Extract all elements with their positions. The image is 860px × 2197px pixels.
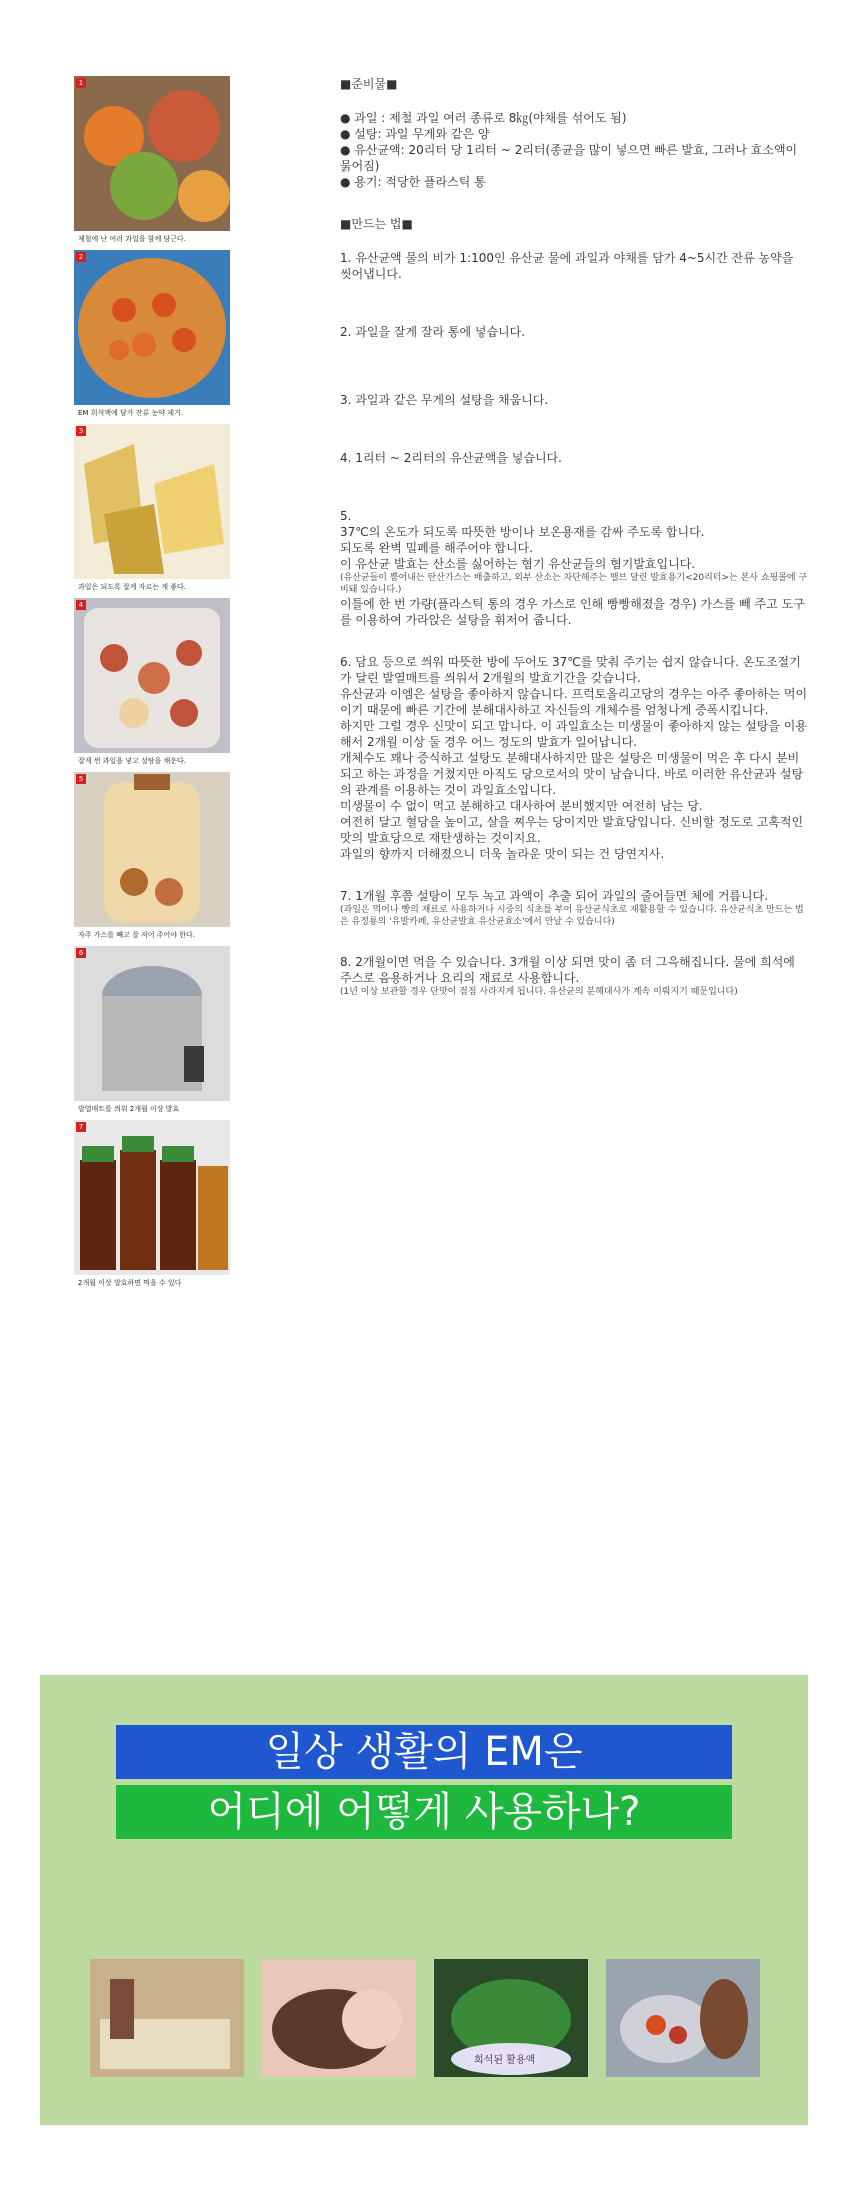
step-5-number: 5. [340, 509, 352, 523]
photo-caption: 발열매트를 씌워 2개월 이상 발효 [78, 1105, 180, 1113]
step-5-text: 37℃의 온도가 되도록 따뜻한 방이나 보온용재를 감싸 주도록 합니다. [340, 525, 705, 539]
step-5-note: (유산균들이 뿜어내는 탄산가스는 배출하고, 외부 산소는 차단해주는 밸브 달린 발효용기<20리터>는 본사 쇼핑몰에 구비돼 있습니다.) [340, 573, 808, 595]
cleaning-room-thumbnail [90, 1959, 244, 2077]
method-title: ■만드는 법■ [340, 217, 413, 231]
enzyme-bottles-image [74, 1120, 230, 1275]
photo-caption: 잘게 썬 과일을 넣고 설탕을 채운다. [78, 757, 187, 765]
fermenting-jar-image [74, 772, 230, 927]
step-6-text: 여전히 달고 혈당을 높이고, 살을 찌우는 당이지만 발효당입니다. 신비할 정도로 고혹적인 맛의 발효당으로 재탄생하는 것이지요. [340, 815, 804, 845]
photo-number: 5 [76, 774, 86, 784]
prep-item: ● 용기: 적당한 플라스틱 통 [340, 175, 486, 189]
step-3: 3. 과일과 같은 무게의 설탕을 채웁니다. [340, 393, 549, 407]
fruit-container-image [74, 598, 230, 753]
photo-caption: 자주 가스를 빼고 잘 저어 주어야 한다. [78, 931, 196, 939]
photo-caption: EM 희석액에 담가 잔류 농약 제거. [78, 409, 183, 417]
step-photo [74, 772, 230, 944]
step-5-text: 되도록 완벽 밀폐를 해주어야 합니다. [340, 541, 533, 555]
photo-number: 1 [76, 78, 86, 88]
step-2: 2. 과일을 잘게 잘라 통에 넣습니다. [340, 325, 526, 339]
step-6-text: 개체수도 꽤나 증식하고 설탕도 분해대사하지만 많은 설탕은 미생물이 먹은 후 다시 분비되고 하는 과정을 거쳤지만 아직도 당으로서의 맛이 남습니다. 바로 이러한 유산균과 설탕의 관계를 이용하는 것이 과일효소입니다. [340, 751, 804, 797]
photo-column [74, 76, 230, 1294]
step-photo [74, 1120, 230, 1292]
step-8-note: (1년 이상 보관할 경우 단맛이 점점 사라지게 됩니다. 유산균의 분해대사가 계속 이뤄지기 때문입니다) [340, 987, 738, 997]
prep-title: ■준비물■ [340, 77, 398, 91]
fruit-baskets-image [74, 76, 230, 231]
step-5-text: 이 유산균 발효는 산소를 싫어하는 혐기 유산균들의 혐기발효입니다. [340, 557, 696, 571]
banner-title-line2: 어디에 어떻게 사용하나? [116, 1785, 732, 1839]
recipe-text [340, 76, 808, 998]
photo-number: 2 [76, 252, 86, 262]
step-7-text: 7. 1개월 후쯤 설탕이 모두 녹고 과액이 추출 되어 과일의 줄어들면 체에 거릅니다. [340, 889, 769, 903]
prep-item: ● 설탕: 과일 무게와 같은 양 [340, 127, 490, 141]
step-photo [74, 76, 230, 248]
step-photo [74, 598, 230, 770]
step-6-text: 미생물이 수 없이 먹고 분해하고 대사하여 분비했지만 여전히 남는 당. [340, 799, 703, 813]
thumbnail-label: 희석된 활용액 [470, 2050, 539, 2067]
step-4: 4. 1리터 ~ 2리터의 유산균액을 넣습니다. [340, 451, 562, 465]
photo-number: 4 [76, 600, 86, 610]
step-6-text: 과일의 향까지 더해졌으니 더욱 놀라운 맛이 되는 건 당연지사. [340, 847, 665, 861]
photo-caption: 과일은 되도록 잘게 자르는 게 좋다. [78, 583, 187, 591]
step-1: 1. 유산균액 물의 비가 1:100인 유산균 물에 과일과 야채를 담가 4~5시간 잔류 농약을 씻어냅니다. [340, 251, 794, 281]
step-photo [74, 250, 230, 422]
sliced-fruit-image [74, 424, 230, 579]
fruit-soak-image [74, 250, 230, 405]
prep-item: ● 과일 : 제철 과일 여러 종류로 8㎏(야채를 섞어도 됨) [340, 111, 627, 125]
heating-mat-image [74, 946, 230, 1101]
step-6-text: 하지만 그럴 경우 신맛이 되고 맙니다. 이 과일효소는 미생물이 좋아하지 않는 설탕을 이용해서 2개월 이상 둘 경우 어느 정도의 발효가 일어납니다. [340, 719, 807, 749]
step-8-text: 8. 2개월이면 먹을 수 있습니다. 3개월 이상 되면 맛이 좀 더 그윽해집니다. 물에 희석에 주스로 음용하거나 요리의 재료로 사용합니다. [340, 955, 795, 985]
hair-care-thumbnail [262, 1959, 416, 2077]
photo-caption: 제철에 난 여러 과일을 함께 담근다. [78, 235, 187, 243]
usage-thumbnails [90, 1959, 760, 2077]
step-6-text: 6. 담요 등으로 씌워 따뜻한 방에 두어도 37℃를 맞춰 주기는 쉽지 않습니다. 온도조절기가 달린 발열매트를 씌워서 2개월의 발효기간을 갖습니다. [340, 655, 801, 685]
photo-number: 7 [76, 1122, 86, 1132]
step-7-note: (과일은 먹어나 빵의 재료로 사용하거나 시중의 식초를 부어 유산균식초로 재활용할 수 있습니다. 유산균식초 만드는 법은 유정룡의 '유발카페, 유산균발효 유산균효소'에서 만날 수 있습니다) [340, 905, 804, 927]
step-5-text: 이틀에 한 번 가량(플라스틱 통의 경우 가스로 인해 빵빵해졌을 경우) 가스를 빼 주고 도구를 이용하여 가라앉은 설탕을 휘저어 줍니다. [340, 597, 805, 627]
photo-caption: 2개월 이상 발효하면 먹을 수 있다 [78, 1279, 182, 1287]
prep-item: ● 유산균액: 20리터 당 1리터 ~ 2리터(종균을 많이 넣으면 빠른 발효, 그러나 효소액이 묽어짐) [340, 143, 798, 173]
step-photo [74, 424, 230, 596]
banner-title-line1: 일상 생활의 EM은 [116, 1725, 732, 1779]
washing-dishes-thumbnail [606, 1959, 760, 2077]
em-usage-banner [40, 1675, 808, 2125]
photo-number: 6 [76, 948, 86, 958]
step-6-text: 유산균과 이엠은 설탕을 좋아하지 않습니다. 프럭토올리고당의 경우는 아주 좋아하는 먹이이기 때문에 빠른 기간에 분해대사하고 자신들의 개체수를 엄청나게 증폭시킵니다. [340, 687, 808, 717]
step-photo [74, 946, 230, 1118]
vegetables-thumbnail [434, 1959, 588, 2077]
photo-number: 3 [76, 426, 86, 436]
